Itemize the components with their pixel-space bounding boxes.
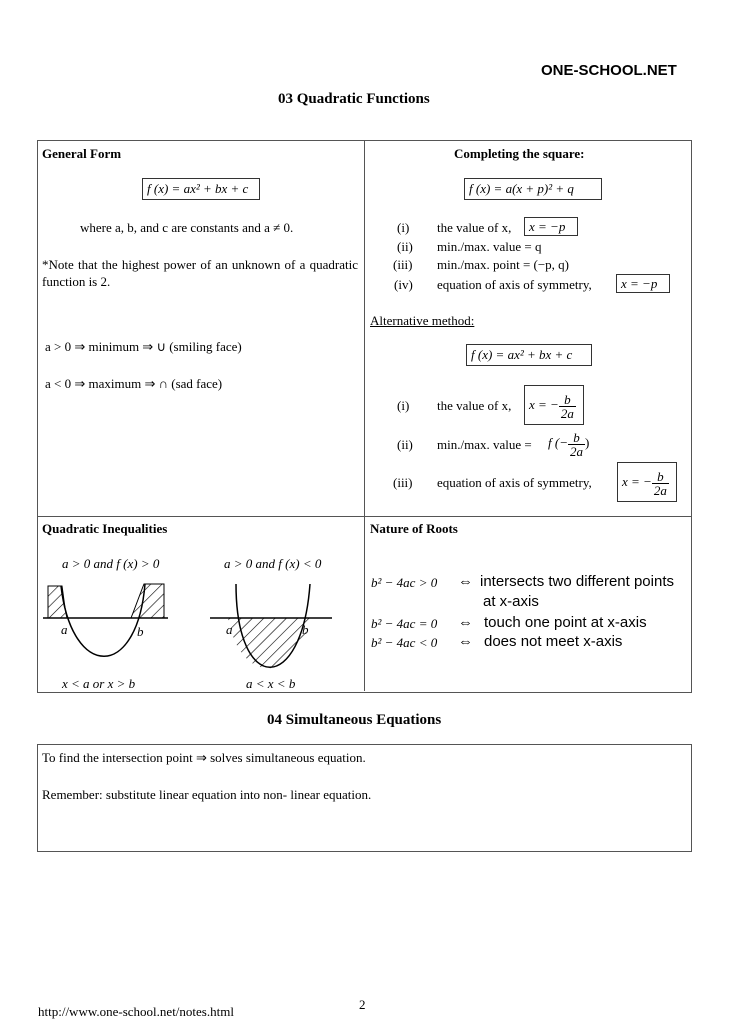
section-title-simultaneous: 04 Simultaneous Equations xyxy=(267,712,442,728)
root-3-arrow: ⇔ xyxy=(458,633,473,650)
section-title-quadratic: 03 Quadratic Functions xyxy=(278,91,430,107)
alt-method-formula: f (x) = ax² + bx + c xyxy=(466,344,592,366)
left-parabola xyxy=(61,584,145,656)
alt-item-2-fraction xyxy=(568,431,585,458)
root-1-text: intersects two different points xyxy=(480,573,674,590)
alt-item-3-fraction xyxy=(652,470,669,497)
root-3-condition: b² − 4ac < 0 xyxy=(371,635,438,650)
alt-item-3-box xyxy=(617,462,677,502)
alt-item-2-expression xyxy=(548,424,589,462)
table-row-divider xyxy=(37,516,691,517)
brand-header: ONE-SCHOOL.NET xyxy=(541,62,677,79)
right-root-a: a xyxy=(226,622,233,637)
roots-heading: Nature of Roots xyxy=(370,521,458,536)
alt-method-heading: Alternative method: xyxy=(370,313,475,328)
cs-item-4-text: equation of axis of symmetry, xyxy=(437,277,592,292)
alt-item-1-denominator: 2a xyxy=(560,405,574,421)
alt-item-1-num: (i) xyxy=(397,398,410,413)
alt-item-3-prefix: x = − xyxy=(622,474,652,489)
cs-item-1-num: (i) xyxy=(397,220,410,235)
simultaneous-line-2: Remember: substitute linear equation into non- linear equation. xyxy=(42,787,372,802)
cs-item-1-box: x = −p xyxy=(524,217,578,236)
maximum-line: a < 0 ⇒ maximum ⇒ ∩ (sad face) xyxy=(45,376,223,391)
alt-item-2-suffix: ) xyxy=(584,435,590,450)
root-2-condition: b² − 4ac = 0 xyxy=(371,616,438,631)
alt-item-1-fraction xyxy=(559,393,576,420)
alt-item-1-text: the value of x, xyxy=(437,398,512,413)
cs-item-3-num: (iii) xyxy=(393,257,413,272)
left-result: x < a or x > b xyxy=(62,676,136,691)
footer-url[interactable]: http://www.one-school.net/notes.html xyxy=(38,1004,234,1019)
inequalities-heading: Quadratic Inequalities xyxy=(42,521,168,536)
simultaneous-line-1: To find the intersection point ⇒ solves simultaneous equation. xyxy=(42,750,366,765)
root-1-text2: at x-axis xyxy=(483,593,539,610)
alt-item-2-num: (ii) xyxy=(397,437,413,452)
general-form-note: *Note that the highest power of an unknown of a quadratic function is 2. xyxy=(42,257,358,289)
root-1-arrow: ⇔ xyxy=(458,573,473,590)
alt-item-3-text: equation of axis of symmetry, xyxy=(437,475,592,490)
alt-item-2-numerator: b xyxy=(568,431,585,445)
general-form-formula: f (x) = ax² + bx + c xyxy=(142,178,260,200)
inequality-left-condition: a > 0 and f (x) > 0 xyxy=(62,556,160,571)
alt-item-1-prefix: x = − xyxy=(529,397,559,412)
cs-item-4-num: (iv) xyxy=(394,277,413,292)
inequality-right-condition: a > 0 and f (x) < 0 xyxy=(224,556,322,571)
alt-item-1-numerator: b xyxy=(559,393,576,407)
general-form-where: where a, b, and c are constants and a ≠ 0. xyxy=(80,220,294,235)
right-result: a < x < b xyxy=(246,676,296,691)
alt-item-3-num: (iii) xyxy=(393,475,413,490)
right-root-b: b xyxy=(302,622,309,637)
left-root-a: a xyxy=(61,622,68,637)
alt-item-3-denominator: 2a xyxy=(653,482,667,498)
root-2-arrow: ⇔ xyxy=(458,614,473,631)
alt-item-2-text: min./max. value = xyxy=(437,437,532,452)
page-number: 2 xyxy=(359,997,366,1012)
completing-square-heading: Completing the square: xyxy=(454,146,585,161)
left-root-b: b xyxy=(137,624,144,639)
cs-item-1-text: the value of x, xyxy=(437,220,512,235)
cs-item-4-box: x = −p xyxy=(616,274,670,293)
root-2-text: touch one point at x-axis xyxy=(484,614,647,631)
alt-item-2-denominator: 2a xyxy=(569,443,583,459)
inequality-graphs xyxy=(40,570,360,670)
root-1-condition: b² − 4ac > 0 xyxy=(371,575,438,590)
completing-square-formula: f (x) = a(x + p)² + q xyxy=(464,178,602,200)
cs-item-3-text: min./max. point = (−p, q) xyxy=(437,257,570,272)
cs-item-2-text: min./max. value = q xyxy=(437,239,542,254)
alt-item-3-numerator: b xyxy=(652,470,669,484)
left-shaded-region-2 xyxy=(131,584,164,618)
cs-item-2-num: (ii) xyxy=(397,239,413,254)
alt-item-1-box xyxy=(524,385,584,425)
alt-item-2-prefix: f (− xyxy=(548,435,568,450)
minimum-line: a > 0 ⇒ minimum ⇒ ∪ (smiling face) xyxy=(45,339,242,354)
table-column-divider xyxy=(364,140,365,691)
general-form-heading: General Form xyxy=(42,146,122,161)
root-3-text: does not meet x-axis xyxy=(484,633,623,650)
